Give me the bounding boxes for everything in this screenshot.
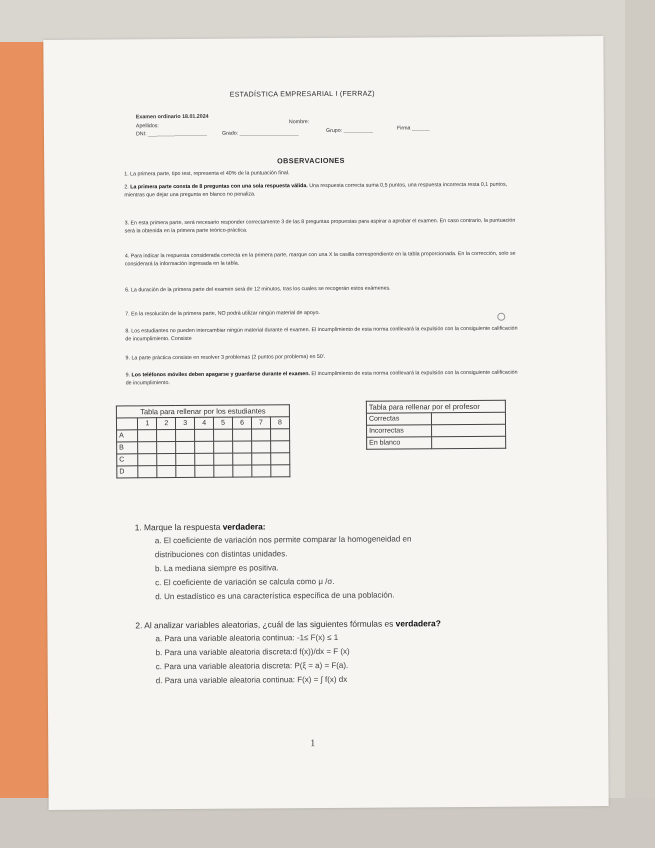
rule-text: En esta primera parte, será necesario responder correctamente 3 de las 8 preguntas propuestas para aspirar a aprobar el examen. En caso contrario, la puntuación será la obtenida en la primera parte teórico-práctica. <box>124 217 516 234</box>
teacher-score-table <box>366 400 506 450</box>
answer-cell[interactable] <box>233 429 252 441</box>
answer-cell[interactable] <box>195 453 214 465</box>
question-bold: verdadera? <box>395 618 441 629</box>
rule-number: 1. <box>124 171 131 178</box>
answer-cell[interactable] <box>271 453 290 465</box>
rule-item <box>124 182 519 200</box>
answer-option: d. Un estadístico es una característica específica de una población. <box>155 590 395 602</box>
background-right-strip <box>625 0 655 848</box>
column-header: 4 <box>195 417 214 429</box>
question-number: 2. Al analizar variables aleatorias, ¿cuál de las siguientes fórmulas es <box>135 618 396 631</box>
answer-cell[interactable] <box>176 453 195 465</box>
answer-cell[interactable] <box>157 430 176 442</box>
answer-cell[interactable] <box>252 429 271 441</box>
rule-number: 6. <box>125 287 131 294</box>
grupo-label: Grupo: __________ <box>325 127 374 134</box>
page-number: 1 <box>310 738 316 750</box>
answer-cell[interactable] <box>271 465 290 477</box>
answer-cell[interactable] <box>157 466 176 478</box>
rule-item <box>125 285 520 295</box>
row-label: B <box>117 442 138 454</box>
answer-cell[interactable] <box>195 441 214 453</box>
rule-text: Para indicar la respuesta considerada correcta en la primera parte, marque con una X la casilla correspondiente en la tabla proporcionada. En la corrección, solo se considerará la información ingresada en la tabla. <box>124 250 516 267</box>
answer-cell[interactable] <box>233 465 252 477</box>
teacher-score-cell[interactable] <box>431 412 505 425</box>
circle-mark-icon <box>497 313 505 321</box>
row-label: A <box>117 430 138 442</box>
rule-item <box>126 370 521 388</box>
column-header: 3 <box>176 417 195 429</box>
rule-text: La parte práctica consiste en resolver 3 problemas (2 puntos por problema) en 50'. <box>131 354 326 362</box>
answer-cell[interactable] <box>214 453 233 465</box>
answer-cell[interactable] <box>214 441 233 453</box>
row-label: D <box>117 466 138 478</box>
rule-text: La primera parte, tipo test, representa el 40% de la puntuación final. <box>130 170 290 178</box>
answer-option: a. Para una variable aleatoria continua: -1≤ F(x) ≤ 1 <box>155 632 339 644</box>
answer-cell[interactable] <box>176 441 195 453</box>
answer-cell[interactable] <box>252 441 271 453</box>
answer-option: c. Para una variable aleatoria discreta: P(ξ = a) = F(a). <box>155 660 349 672</box>
rule-text: La duración de la primera parte del examen será de 12 minutos, tras los cuales se recogerán estos exámenes. <box>130 285 391 294</box>
teacher-score-cell[interactable] <box>432 424 506 437</box>
answer-cell[interactable] <box>138 454 157 466</box>
question-number: 1. Marque la respuesta <box>134 521 223 533</box>
rule-number: 9. <box>125 372 132 379</box>
rule-text: En la resolución de la primera parte, NO podrá utilizar ningún material de apoyo. <box>131 310 320 318</box>
rule-bold-text: Los teléfonos móviles deben apagarse y guardarse durante el examen. <box>131 371 310 379</box>
question-bold: verdadera: <box>222 521 266 532</box>
rule-bold-text: La primera parte consta de 8 preguntas con una sola respuesta válida. <box>130 183 308 191</box>
answer-cell[interactable] <box>176 465 195 477</box>
answer-cell[interactable] <box>214 465 233 477</box>
rule-item <box>125 251 520 269</box>
answer-cell[interactable] <box>195 465 214 477</box>
rule-number: 3. <box>124 220 131 227</box>
rule-number: 9. <box>125 355 132 362</box>
student-answer-table <box>116 404 291 478</box>
teacher-table-title: Tabla para rellenar por el profesor <box>366 400 505 413</box>
answer-cell[interactable] <box>271 429 290 441</box>
rule-item <box>125 309 520 319</box>
teacher-table-row <box>367 424 506 437</box>
answer-cell[interactable] <box>138 466 157 478</box>
rule-number: 2. <box>124 184 131 191</box>
answer-option: c. El coeficiente de variación se calcula como μ /σ. <box>155 576 335 588</box>
teacher-row-label: Incorrectas <box>367 425 432 437</box>
column-header: 1 <box>138 418 157 430</box>
teacher-score-cell[interactable] <box>432 436 506 449</box>
answer-option: a. El coeficiente de variación nos permite comparar la homogeneidad en <box>154 534 412 546</box>
exam-date: Examen ordinario 18.01.2024 <box>135 113 209 121</box>
answer-cell[interactable] <box>157 454 176 466</box>
rule-text: Los estudiantes no pueden intercambiar ningún material durante el examen. El incumplimiento de esta norma conllevará la expulsión con la consiguiente calificación de incumplimiento. Consiste <box>125 325 518 342</box>
rule-number: 8. <box>125 328 132 335</box>
answer-cell[interactable] <box>271 441 290 453</box>
grado-label: Grado: ____________________ <box>221 130 299 137</box>
answer-cell[interactable] <box>176 429 195 441</box>
row-label: C <box>117 454 138 466</box>
rule-item <box>125 218 520 236</box>
rule-number: 4. <box>124 253 131 260</box>
teacher-row-label: En blanco <box>367 437 432 449</box>
answer-cell[interactable] <box>233 453 252 465</box>
answer-cell[interactable] <box>138 430 157 442</box>
teacher-row-label: Correctas <box>366 413 431 425</box>
answer-option: distribuciones con distintas unidades. <box>154 549 288 560</box>
rule-item <box>124 169 519 179</box>
column-header: 6 <box>233 417 252 429</box>
column-header: 2 <box>157 418 176 430</box>
rule-item <box>125 326 520 344</box>
question-stem <box>135 617 440 632</box>
exam-sheet <box>43 36 608 810</box>
dni-label: DNI: ____________________ <box>135 130 207 138</box>
rule-item <box>126 353 521 363</box>
answer-option: b. La mediana siempre es positiva. <box>154 563 279 574</box>
student-table-corner <box>116 418 137 430</box>
teacher-table-row <box>367 436 506 449</box>
answer-cell[interactable] <box>138 442 157 454</box>
rule-number: 7. <box>125 311 132 318</box>
teacher-table-row <box>366 412 505 425</box>
answer-option: b. Para una variable aleatoria discreta:d f(x))/dx = F (x) <box>155 646 350 658</box>
rule-text: El incumplimiento de esta norma conllevará la expulsión con la consiguiente calificación de incumplimiento. <box>125 369 518 386</box>
answer-cell[interactable] <box>252 453 271 465</box>
student-table-title: Tabla para rellenar por los estudiantes <box>116 405 289 418</box>
nombre-label: Nombre: <box>288 119 310 126</box>
answer-cell[interactable] <box>233 441 252 453</box>
answer-cell[interactable] <box>195 429 214 441</box>
column-header: 7 <box>251 417 270 429</box>
answer-row <box>117 465 290 478</box>
observaciones-title: OBSERVACIONES <box>277 155 345 166</box>
column-header: 5 <box>214 417 233 429</box>
firma-label: Firma ______ <box>396 125 430 132</box>
rule-text: Una respuesta correcta suma 0,5 puntos, una respuesta incorrecta resta 0,1 puntos, mientras que dejar una pregunta en blanco no penaliza. <box>124 181 508 198</box>
answer-cell[interactable] <box>252 465 271 477</box>
answer-option: d. Para una variable aleatoria continua: F(x) = ∫ f(x) dx <box>155 674 348 686</box>
exam-title: ESTADÍSTICA EMPRESARIAL I (FERRAZ) <box>229 90 375 99</box>
teacher-table-title-row <box>366 400 505 413</box>
question-stem <box>135 520 266 534</box>
apellidos-label: Apellidos: <box>135 123 159 130</box>
answer-cell[interactable] <box>214 429 233 441</box>
column-header: 8 <box>270 417 289 429</box>
answer-cell[interactable] <box>157 442 176 454</box>
